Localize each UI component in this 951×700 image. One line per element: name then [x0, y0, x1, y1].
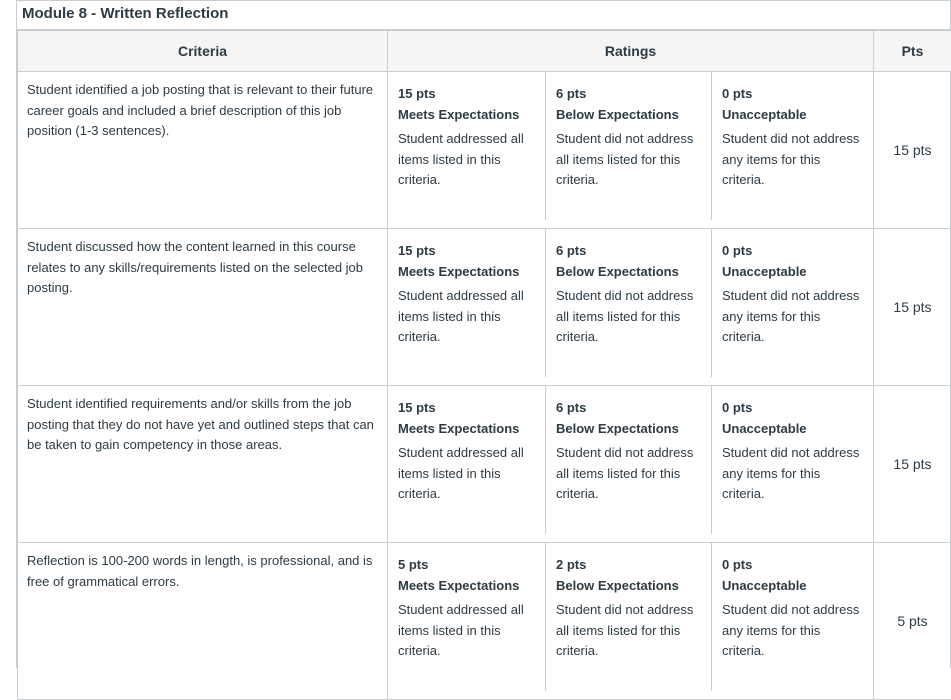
rating-points: 15 pts — [398, 241, 535, 262]
pts-header: Pts — [874, 31, 951, 72]
rating-label: Unacceptable — [722, 576, 862, 597]
rating-label: Meets Expectations — [398, 576, 535, 597]
rubric-table — [17, 30, 951, 700]
criterion-description: Student discussed how the content learned in this course relates to any skills/requirements listed on the selected job posting. — [18, 229, 388, 386]
rating-below[interactable] — [545, 386, 711, 534]
top-divider — [17, 0, 950, 1]
rating-description: Student did not address any items for this criteria. — [722, 443, 862, 505]
rating-label: Below Expectations — [556, 262, 701, 283]
rating-description: Student addressed all items listed in this criteria. — [398, 129, 535, 191]
criterion-points: 15 pts — [874, 72, 951, 229]
rating-points: 5 pts — [398, 555, 535, 576]
rating-description: Student did not address any items for this criteria. — [722, 600, 862, 662]
rating-points: 6 pts — [556, 241, 701, 262]
rating-unacceptable[interactable] — [711, 543, 872, 691]
criteria-header: Criteria — [18, 31, 388, 72]
rating-description: Student did not address all items listed for this criteria. — [556, 286, 701, 348]
rubric-panel — [16, 0, 951, 668]
rating-description: Student did not address any items for this criteria. — [722, 129, 862, 191]
rating-label: Meets Expectations — [398, 105, 535, 126]
criterion-points: 15 pts — [874, 229, 951, 386]
rating-points: 0 pts — [722, 555, 862, 576]
rating-points: 15 pts — [398, 84, 535, 105]
criterion-points: 15 pts — [874, 386, 951, 543]
criterion-description: Reflection is 100-200 words in length, is professional, and is free of grammatical errors. — [18, 543, 388, 700]
rating-description: Student addressed all items listed in this criteria. — [398, 286, 535, 348]
ratings-cell — [388, 72, 874, 229]
rating-unacceptable[interactable] — [711, 386, 872, 534]
rating-label: Meets Expectations — [398, 262, 535, 283]
rating-description: Student did not address all items listed for this criteria. — [556, 600, 701, 662]
rating-below[interactable] — [545, 543, 711, 691]
rating-points: 2 pts — [556, 555, 701, 576]
rubric-body — [18, 72, 951, 700]
rating-points: 0 pts — [722, 398, 862, 419]
rating-meets[interactable] — [388, 386, 545, 534]
rating-meets[interactable] — [388, 229, 545, 377]
rating-description: Student did not address all items listed for this criteria. — [556, 443, 701, 505]
rating-unacceptable[interactable] — [711, 72, 872, 220]
rating-description: Student did not address any items for this criteria. — [722, 286, 862, 348]
rating-points: 6 pts — [556, 398, 701, 419]
rating-unacceptable[interactable] — [711, 229, 872, 377]
ratings-cell — [388, 386, 874, 543]
rating-description: Student addressed all items listed in this criteria. — [398, 443, 535, 505]
rating-meets[interactable] — [388, 72, 545, 220]
rating-label: Unacceptable — [722, 419, 862, 440]
rating-points: 15 pts — [398, 398, 535, 419]
header-row — [18, 31, 951, 72]
rating-points: 6 pts — [556, 84, 701, 105]
criterion-row — [18, 386, 951, 543]
rating-below[interactable] — [545, 72, 711, 220]
ratings-cell — [388, 543, 874, 700]
criterion-row — [18, 543, 951, 700]
rubric-title: Module 8 - Written Reflection — [17, 0, 950, 30]
rating-description: Student addressed all items listed in this criteria. — [398, 600, 535, 662]
criterion-points: 5 pts — [874, 543, 951, 700]
rating-label: Meets Expectations — [398, 419, 535, 440]
rating-label: Unacceptable — [722, 262, 862, 283]
criterion-row — [18, 72, 951, 229]
rating-label: Below Expectations — [556, 576, 701, 597]
criterion-description: Student identified a job posting that is relevant to their future career goals and included a brief description of this job position (1-3 sentences). — [18, 72, 388, 229]
ratings-header: Ratings — [388, 31, 874, 72]
criterion-description: Student identified requirements and/or skills from the job posting that they do not have yet and outlined steps that can be taken to gain competency in those areas. — [18, 386, 388, 543]
rating-points: 0 pts — [722, 84, 862, 105]
rating-points: 0 pts — [722, 241, 862, 262]
rating-meets[interactable] — [388, 543, 545, 691]
rating-description: Student did not address all items listed for this criteria. — [556, 129, 701, 191]
criterion-row — [18, 229, 951, 386]
rating-label: Below Expectations — [556, 105, 701, 126]
rating-label: Below Expectations — [556, 419, 701, 440]
rating-label: Unacceptable — [722, 105, 862, 126]
rating-below[interactable] — [545, 229, 711, 377]
ratings-cell — [388, 229, 874, 386]
